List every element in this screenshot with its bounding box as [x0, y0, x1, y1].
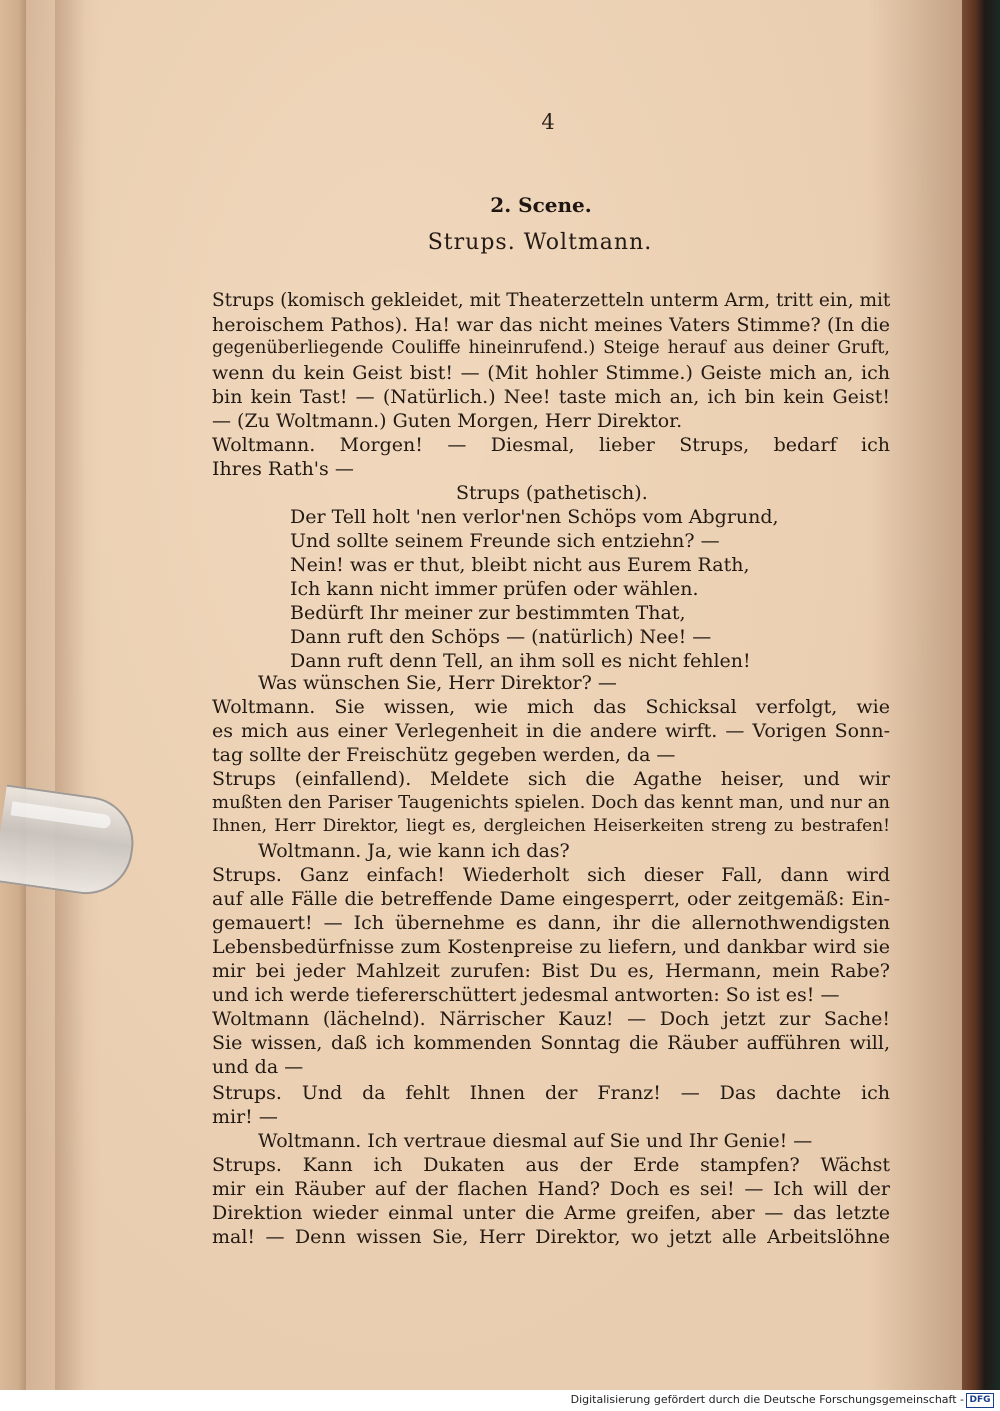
text-line: mal! — Denn wissen Sie, Herr Direktor, wo jetzt alle Arbeitslöhne [212, 1226, 890, 1248]
text-line: Woltmann. Sie wissen, wie mich das Schicksal verfolgt, wie [212, 696, 890, 718]
text-line: gegenüberliegende Couliffe hineinrufend.) Steige herauf aus deiner Gruft, [212, 338, 890, 358]
page-number: 4 [541, 110, 555, 134]
text-line: auf alle Fälle die betreffende Dame eingesperrt, oder zeitgemäß: Ein- [212, 888, 890, 910]
text-line: tag sollte der Freischütz gegeben werden, da — [212, 744, 676, 766]
text-line: Strups (einfallend). Meldete sich die Agathe heiser, und wir [212, 768, 890, 790]
text-line: und da — [212, 1056, 304, 1078]
text-line: Woltmann (lächelnd). Närrischer Kauz! — Doch jetzt zur Sache! [212, 1008, 890, 1030]
text-line: Und sollte seinem Freunde sich entziehn? — [290, 530, 720, 552]
text-line: es mich aus einer Verlegenheit in die andere wirft. — Vorigen Sonn- [212, 720, 890, 742]
text-line: Sie wissen, daß ich kommenden Sonntag die Räuber aufführen will, [212, 1032, 890, 1054]
cast-list: Strups. Woltmann. [427, 230, 653, 255]
dfg-logo: DFG [966, 1393, 994, 1408]
scene-heading: 2. Scene. [490, 193, 592, 217]
text-line: Strups (komisch gekleidet, mit Theaterzetteln unterm Arm, tritt ein, mit [212, 290, 891, 311]
book-binding-edge [962, 0, 1000, 1390]
text-line: Dann ruft den Schöps — (natürlich) Nee! — [290, 626, 712, 648]
text-line: Woltmann. Ich vertraue diesmal auf Sie und Ihr Genie! — [258, 1130, 813, 1152]
text-line: mir ein Räuber auf der flachen Hand? Doch es sei! — Ich will der [212, 1178, 890, 1200]
text-line: und ich werde tiefererschüttert jedesmal antworten: So ist es! — [212, 984, 840, 1006]
text-line: Woltmann. Morgen! — Diesmal, lieber Strups, bedarf ich [212, 434, 890, 456]
text-line: Strups. Und da fehlt Ihnen der Franz! — Das dachte ich [212, 1082, 890, 1104]
book-left-edge [0, 0, 26, 1390]
text-line: Lebensbedürfnisse zum Kostenpreise zu liefern, und dankbar wird sie [212, 936, 890, 958]
text-line: Ich kann nicht immer prüfen oder wählen. [290, 578, 699, 600]
funding-credit: Digitalisierung gefördert durch die Deutsche Forschungsgemeinschaft - [570, 1393, 964, 1406]
text-line: mir bei jeder Mahlzeit zurufen: Bist Du es, Hermann, mein Rabe? [212, 960, 890, 982]
text-line: wenn du kein Geist bist! — (Mit hohler Stimme.) Geiste mich an, ich [212, 362, 890, 384]
text-line: Was wünschen Sie, Herr Direktor? — [258, 672, 617, 694]
text-line: Strups. Kann ich Dukaten aus der Erde stampfen? Wächst [212, 1154, 890, 1176]
text-line: Strups (pathetisch). [456, 482, 648, 504]
text-line: bin kein Tast! — (Natürlich.) Nee! taste mich an, ich bin kein Geist! [212, 386, 890, 408]
text-line: — (Zu Woltmann.) Guten Morgen, Herr Direktor. [212, 410, 683, 432]
text-line: Nein! was er thut, bleibt nicht aus Eurem Rath, [290, 554, 750, 576]
clip-highlight [11, 801, 112, 829]
text-line: heroischem Pathos). Ha! war das nicht meines Vaters Stimme? (In die [212, 314, 890, 336]
text-line: Ihnen, Herr Direktor, liegt es, dergleichen Heiserkeiten streng zu bestrafen! [212, 816, 890, 836]
text-line: Dann ruft denn Tell, an ihm soll es nicht fehlen! [290, 650, 751, 672]
text-line: Direktion wieder einmal unter die Arme greifen, aber — das letzte [212, 1202, 890, 1224]
text-line: gemauert! — Ich übernehme es dann, ihr die allernothwendigsten [212, 912, 890, 934]
text-line: mir! — [212, 1106, 278, 1128]
text-line: Woltmann. Ja, wie kann ich das? [258, 840, 570, 862]
page-gutter-shadow [55, 0, 85, 1390]
text-line: Bedürft Ihr meiner zur bestimmten That, [290, 602, 686, 624]
text-line: Ihres Rath's — [212, 458, 354, 480]
text-line: mußten den Pariser Taugenichts spielen. Doch das kennt man, und nur an [212, 792, 890, 813]
text-line: Strups. Ganz einfach! Wiederholt sich dieser Fall, dann wird [212, 864, 890, 886]
text-line: Der Tell holt 'nen verlor'nen Schöps vom Abgrund, [290, 506, 779, 528]
